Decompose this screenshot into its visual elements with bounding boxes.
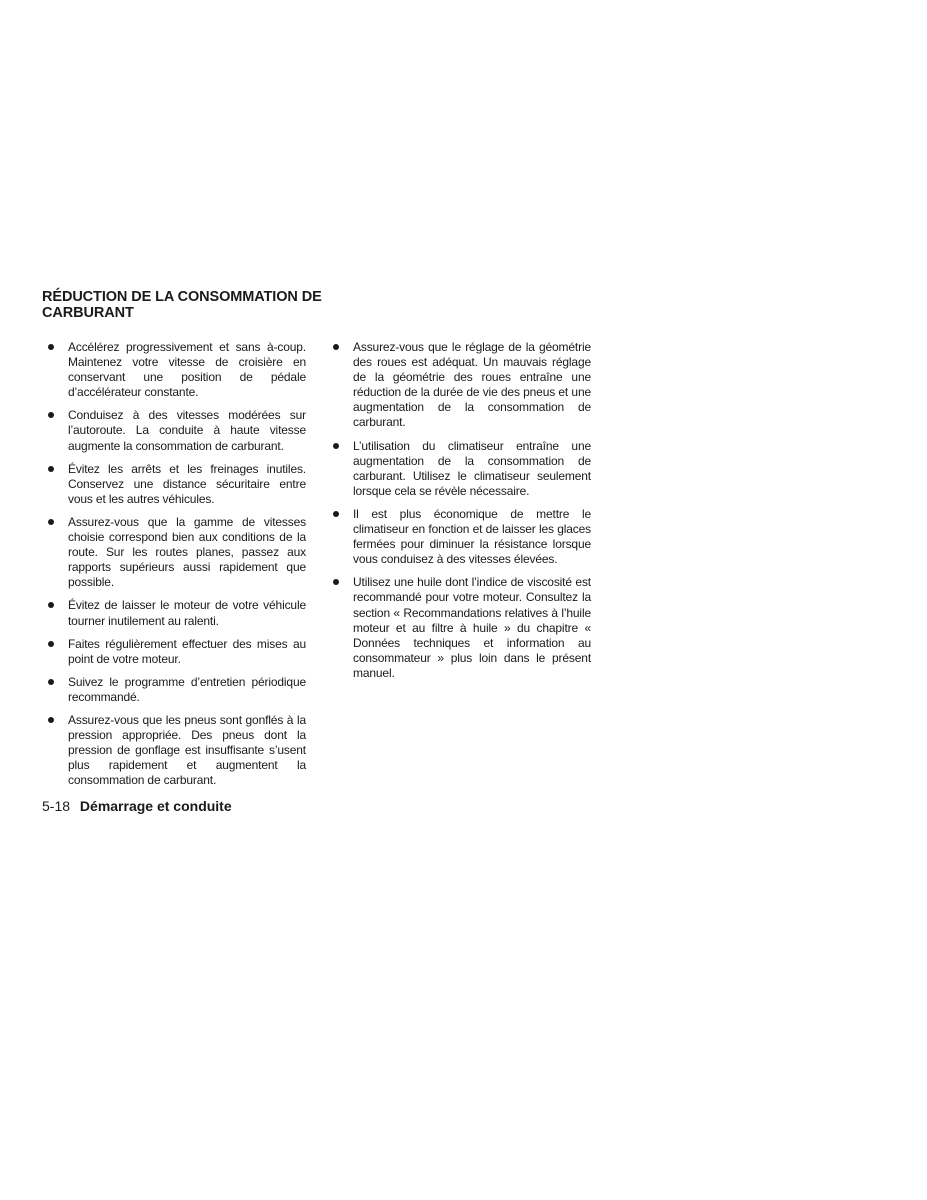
list-item-text: Faites régulièrement effectuer des mises au point de votre moteur. bbox=[68, 636, 306, 666]
list-item bbox=[36, 462, 306, 507]
bullet-icon bbox=[333, 443, 339, 449]
list-item bbox=[36, 598, 306, 628]
list-item bbox=[321, 340, 591, 431]
right-bullet-list bbox=[321, 340, 591, 689]
list-item-text: Utilisez une huile dont l’indice de viscosité est recommandé pour votre moteur. Consultez la section « Recommandations relatives à l’huile moteur et au filtre à huile » du chapitre « Données techniques et information au consommateur » plus loin dans le présent manuel. bbox=[353, 575, 591, 680]
page-number: 5-18 bbox=[42, 798, 71, 814]
section-title: RÉDUCTION DE LA CONSOMMATION DE CARBURANT bbox=[42, 289, 322, 321]
bullet-icon bbox=[48, 466, 54, 472]
list-item-text: Conduisez à des vitesses modérées sur l’autoroute. La conduite à haute vitesse augmente la consommation de carburant. bbox=[68, 408, 306, 453]
chapter-title: Démarrage et conduite bbox=[79, 798, 232, 814]
bullet-icon bbox=[48, 717, 54, 723]
list-item-text: Assurez-vous que le réglage de la géométrie des roues est adéquat. Un mauvais réglage de la géométrie des roues entraîne une réduction de la durée de vie des pneus et une augmentation de la consommation de carburant. bbox=[353, 340, 591, 430]
bullet-icon bbox=[333, 579, 339, 585]
list-item bbox=[36, 408, 306, 453]
left-bullet-list bbox=[36, 340, 306, 796]
bullet-icon bbox=[48, 602, 54, 608]
list-item bbox=[36, 675, 306, 705]
list-item-text: Suivez le programme d’entretien périodique recommandé. bbox=[68, 674, 306, 704]
bullet-icon bbox=[48, 641, 54, 647]
list-item-text: Évitez les arrêts et les freinages inutiles. Conservez une distance sécuritaire entre vous et les autres véhicules. bbox=[68, 461, 306, 506]
bullet-icon bbox=[48, 412, 54, 418]
list-item bbox=[36, 713, 306, 788]
bullet-icon bbox=[48, 679, 54, 685]
list-item-text: Assurez-vous que la gamme de vitesses choisie correspond bien aux conditions de la route. Sur les routes planes, passez aux rapports supérieurs aussi rapidement que possible. bbox=[68, 514, 306, 590]
list-item-text: Évitez de laisser le moteur de votre véhicule tourner inutilement au ralenti. bbox=[68, 598, 306, 628]
page-footer bbox=[42, 797, 232, 815]
list-item bbox=[36, 515, 306, 590]
bullet-icon bbox=[333, 344, 339, 350]
list-item bbox=[36, 340, 306, 400]
bullet-icon bbox=[48, 344, 54, 350]
list-item-text: Assurez-vous que les pneus sont gonflés à la pression appropriée. Des pneus dont la pression de gonflage est insuffisante s’usent plus rapidement et augmentent la consommation de carburant. bbox=[68, 712, 306, 788]
list-item bbox=[321, 575, 591, 681]
list-item bbox=[321, 439, 591, 499]
list-item-text: L’utilisation du climatiseur entraîne une augmentation de la consommation de carburant. Utilisez le climatiseur seulement lorsque cela se révèle nécessaire. bbox=[353, 438, 591, 498]
bullet-icon bbox=[333, 511, 339, 517]
list-item-text: Accélérez progressivement et sans à-coup. Maintenez votre vitesse de croisière en conservant une position de pédale d’accélérateur constante. bbox=[68, 340, 306, 400]
list-item bbox=[36, 637, 306, 667]
bullet-icon bbox=[48, 519, 54, 525]
list-item-text: Il est plus économique de mettre le climatiseur en fonction et de laisser les glaces fermées pour diminuer la résistance lorsque vous conduisez à des vitesses élevées. bbox=[353, 506, 591, 567]
list-item bbox=[321, 507, 591, 567]
